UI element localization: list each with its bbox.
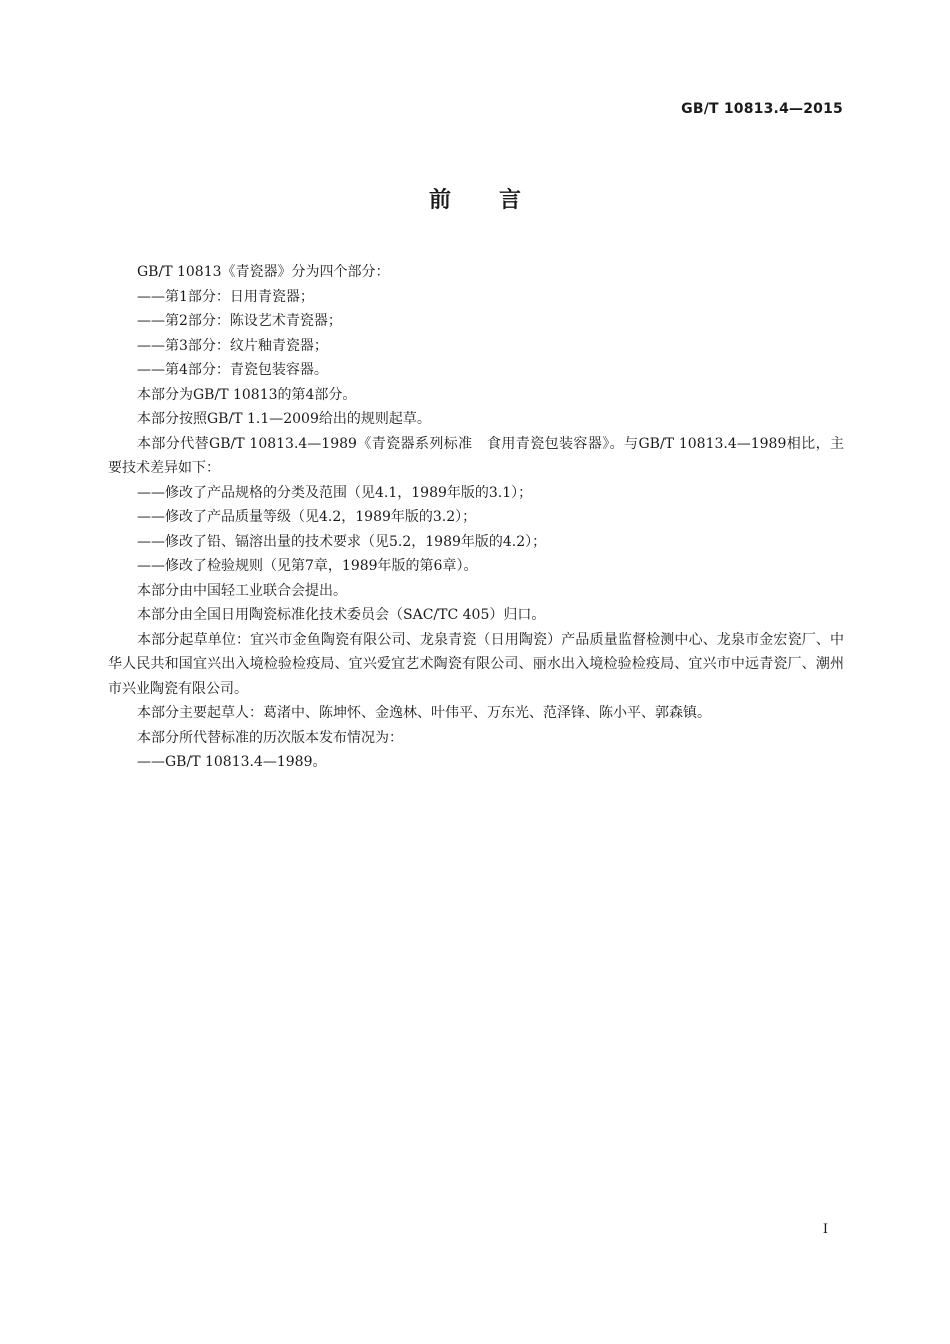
paragraph: 本部分起草单位：宜兴市金鱼陶瓷有限公司、龙泉青瓷（日用陶瓷）产品质量监督检测中心、龙泉市金宏瓷厂、中华人民共和国宜兴出入境检验检疫局、宜兴爱宜艺术陶瓷有限公司、丽水出入境检验检疫局、宜兴市中远青瓷厂、潮州市兴业陶瓷有限公司。 (108, 631, 844, 697)
list-item: ——修改了铅、镉溶出量的技术要求（见5.2，1989年版的4.2）； (137, 533, 547, 550)
paragraph: 本部分代替GB/T 10813.4—1989《青瓷器系列标准 食用青瓷包装容器》。与GB/T 10813.4—1989相比，主要技术差异如下： (108, 435, 844, 476)
list-item: ——第3部分：纹片釉青瓷器； (137, 337, 328, 354)
paragraph: GB/T 10813《青瓷器》分为四个部分： (137, 264, 390, 280)
paragraph: 本部分为GB/T 10813的第4部分。 (137, 386, 357, 403)
preface-body (108, 260, 844, 775)
list-item: ——第2部分：陈设艺术青瓷器； (137, 313, 342, 329)
list-item: ——修改了检验规则（见第7章，1989年版的第6章）。 (137, 558, 478, 574)
paragraph: 本部分按照GB/T 1.1—2009给出的规则起草。 (137, 411, 431, 427)
document-code: GB/T 10813.4—2015 (681, 101, 843, 117)
paragraph: 本部分由全国日用陶瓷标准化技术委员会（SAC/TC 405）归口。 (137, 607, 546, 623)
list-item: ——第1部分：日用青瓷器； (137, 288, 314, 305)
list-item: ——GB/T 10813.4—1989。 (137, 754, 327, 770)
page-title: 前言 (428, 188, 569, 213)
paragraph: 本部分由中国轻工业联合会提出。 (137, 582, 347, 599)
list-item: ——修改了产品规格的分类及范围（见4.1，1989年版的3.1）； (137, 484, 533, 501)
paragraph: 本部分主要起草人：葛渚中、陈坤怀、金逸林、叶伟平、万东光、范泽锋、陈小平、郭森镇。 (137, 705, 711, 721)
list-item: ——修改了产品质量等级（见4.2，1989年版的3.2）； (137, 509, 477, 525)
paragraph: 本部分所代替标准的历次版本发布情况为： (137, 729, 403, 746)
list-item: ——第4部分：青瓷包装容器。 (137, 362, 328, 378)
page-number: I (822, 1222, 828, 1237)
